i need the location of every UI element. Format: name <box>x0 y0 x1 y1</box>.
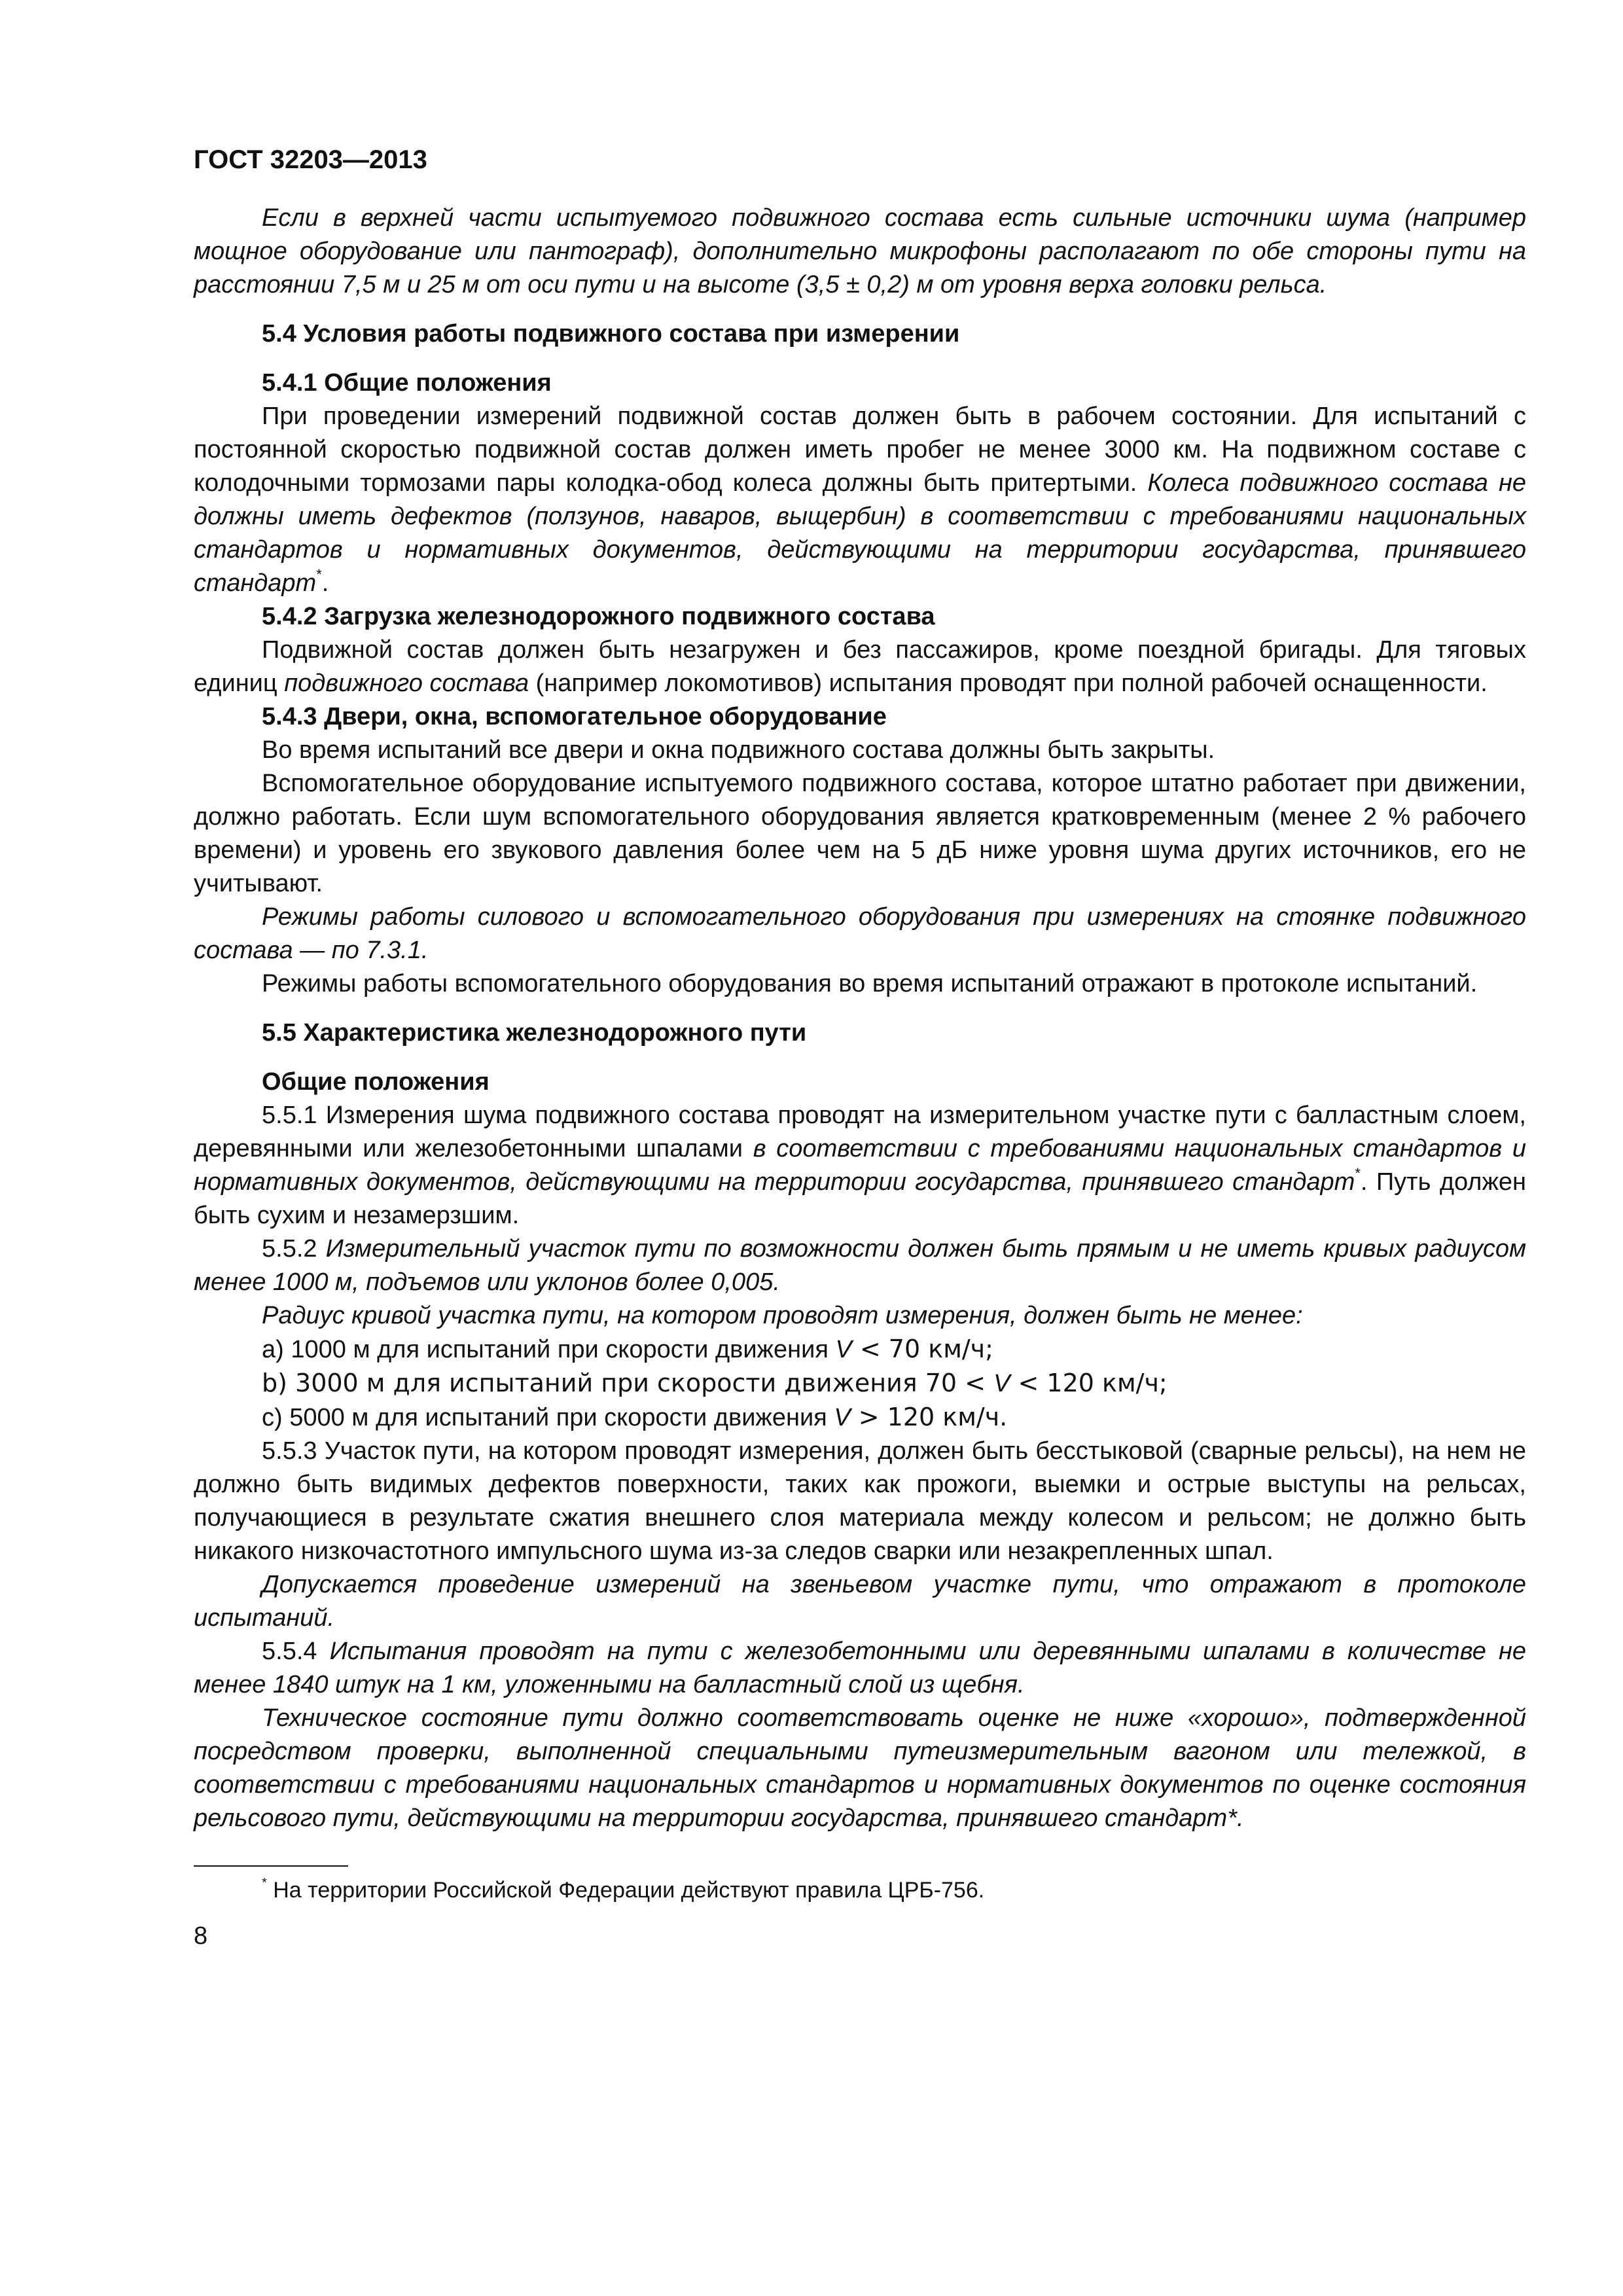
paragraph-5-4-2 <box>194 634 1526 700</box>
list-item-b-end: < 120 км/ч; <box>1010 1369 1168 1397</box>
paragraph-allowed: Допускается проведение измерений на звеньевом участке пути, что отражают в протоколе испытаний. <box>194 1571 1526 1632</box>
footnote-mark: * <box>1355 1165 1361 1181</box>
section-5-4-3-heading: 5.4.3 Двери, окна, вспомогательное оборудование <box>262 703 887 730</box>
paragraph-5-5-3: 5.5.3 Участок пути, на котором проводят измерения, должен быть бесстыковой (сварные рельсы), на нем не должно быть видимых дефектов поверхности, таких как прожоги, выемки и острые выступы на рельсах, получающиеся в результате сжатия внешнего слоя материала между колесом и рельсом; не должно быть никакого низкочастотного импульсного шума из-за следов сварки или незакрепленных шпал. <box>194 1437 1526 1565</box>
footnote-divider <box>194 1865 348 1867</box>
paragraph-5-5-1-text: 5.5.1 Измерения шума подвижного состава проводят на измерительном участке пути с балластным слоем, деревянными или железобетонными шпалами <box>194 1102 1526 1162</box>
list-item-a-var: V <box>835 1336 852 1363</box>
paragraph-5-5-2 <box>194 1232 1526 1299</box>
list-item-b <box>194 1367 1526 1401</box>
paragraph-intro: Если в верхней части испытуемого подвижного состава есть сильные источники шума (например мощное оборудование или пантограф), дополнительно микрофоны располагают по обе стороны пути на расстоянии 7,5 м и 25 м от оси пути и на высоте (3,5 ± 0,2) м от уровня верха головки рельса. <box>194 204 1526 298</box>
paragraph-technical-state: Техническое состояние пути должно соответствовать оценке не ниже «хорошо», подтвержденной посредством проверки, выполненной специальными путеизмерительным вагоном или тележкой, в соответствии с требованиями национальных стандартов и нормативных документов по оценке состояния рельсового пути, действующими на территории государства, принявшего стандарт*. <box>194 1704 1526 1832</box>
paragraph-5-5-4-number: 5.5.4 <box>262 1638 317 1665</box>
list-item-b-var: V <box>993 1370 1010 1397</box>
paragraph-5-5-4-text: Испытания проводят на пути с железобетонными или деревянными шпалами в количестве не менее 1840 штук на 1 км, уложенными на балластный слой из щебня. <box>194 1638 1526 1698</box>
footnote-text: На территории Российской Федерации действуют правила ЦРБ-756. <box>273 1878 985 1903</box>
paragraph-5-4-2-text-a: Подвижной состав должен быть незагружен и без пассажиров, кроме поездной бригады. Для тяговых единиц <box>194 636 1526 697</box>
paragraph-5-5-2-text: Измерительный участок пути по возможности должен быть прямым и не иметь кривых радиусом менее 1000 м, подъемов или уклонов более 0,005. <box>194 1235 1527 1296</box>
section-5-4-1-heading: 5.4.1 Общие положения <box>262 369 552 397</box>
paragraph-5-4-3-aux: Вспомогательное оборудование испытуемого подвижного состава, которое штатно работает при движении, должно работать. Если шум вспомогательного оборудования является кратковременным (менее 2 % рабочего времени) и уровень его звукового давления более чем на 5 дБ ниже уровня шума других источников, его не учитывают. <box>194 770 1526 897</box>
list-item-a-text: a) 1000 м для испытаний при скорости движения <box>262 1336 836 1363</box>
list-item-c-text: c) 5000 м для испытаний при скорости движения <box>262 1404 834 1431</box>
document-header: ГОСТ 32203—2013 <box>194 145 427 174</box>
paragraph-5-4-3-doors: Во время испытаний все двери и окна подвижного состава должны быть закрыты. <box>262 736 1215 764</box>
paragraph-5-4-1-text: При проведении измерений подвижной состав должен быть в рабочем состоянии. Для испытаний с постоянной скоростью подвижной состав должен иметь пробег не менее 3000 км. На подвижном составе с колодочными тормозами пары колодка-обод колеса должны быть притертыми. <box>194 403 1526 497</box>
footnote-mark: * <box>316 566 322 583</box>
document-page <box>194 144 1526 1952</box>
paragraph-radius: Радиус кривой участка пути, на котором проводят измерения, должен быть не менее: <box>262 1302 1303 1329</box>
list-item-a-end: < 70 км/ч; <box>851 1335 993 1363</box>
footnote <box>194 1876 1526 1905</box>
section-5-5-heading: 5.5 Характеристика железнодорожного пути <box>262 1019 807 1047</box>
paragraph-5-4-2-text-c: (например локомотивов) испытания проводят при полной рабочей оснащенности. <box>535 670 1488 697</box>
section-5-4-heading: 5.4 Условия работы подвижного состава при измерении <box>262 320 960 348</box>
list-item-c-var: V <box>834 1404 851 1431</box>
paragraph-5-5-2-number: 5.5.2 <box>262 1235 317 1263</box>
paragraph-5-4-3-report: Режимы работы вспомогательного оборудования во время испытаний отражают в протоколе испытаний. <box>262 970 1478 997</box>
paragraph-5-5-1-italic: в соответствии с требованиями национальных стандартов и нормативных документов, действующими на территории государства, принявшего стандарт <box>194 1135 1526 1196</box>
paragraph-5-4-1 <box>194 400 1526 600</box>
paragraph-5-5-1 <box>194 1099 1526 1232</box>
section-5-4-2-heading: 5.4.2 Загрузка железнодорожного подвижного состава <box>262 603 935 630</box>
period: . <box>321 569 329 597</box>
list-item-a <box>194 1333 1526 1367</box>
list-item-c-end: > 120 км/ч. <box>850 1403 1008 1431</box>
list-item-b-text: b) 3000 м для испытаний при скорости движения 70 < <box>262 1369 994 1397</box>
paragraph-5-5-4 <box>194 1635 1526 1702</box>
general-provisions-heading: Общие положения <box>262 1068 490 1096</box>
list-item-c <box>194 1401 1526 1435</box>
paragraph-5-4-2-italic: подвижного состава <box>284 670 529 697</box>
footnote-mark: * <box>262 1876 267 1890</box>
page-number: 8 <box>194 1922 208 1950</box>
paragraph-5-4-1-italic: Колеса подвижного состава не должны иметь дефектов (ползунов, наваров, выщербин) в соответствии с требованиями национальных стандартов и нормативных документов, действующими на территории государства, принявшего стандарт <box>194 469 1526 597</box>
paragraph-5-4-3-modes: Режимы работы силового и вспомогательного оборудования при измерениях на стоянке подвижного состава — по 7.3.1. <box>194 903 1526 964</box>
paragraph-5-5-1-end: . Путь должен быть сухим и незамерзшим. <box>194 1168 1526 1229</box>
